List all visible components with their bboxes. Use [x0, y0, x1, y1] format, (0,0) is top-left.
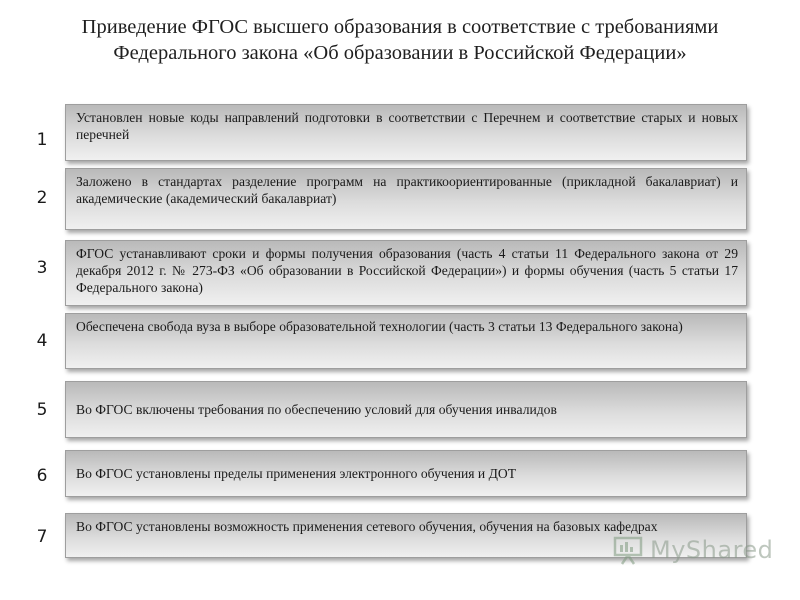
item-number-7: 7	[36, 527, 48, 547]
presentation-board-icon	[612, 535, 646, 565]
item-text-7: Во ФГОС установлены возможность применения сетевого обучения, обучения на базовых кафедрах	[76, 519, 658, 534]
item-box-2	[65, 168, 747, 230]
title-line-2: Федерального закона «Об образовании в Российской Федерации»	[113, 42, 687, 64]
item-text-1: Установлен новые коды направлений подготовки в соответствии с Перечнем и соответствие старых и новых перечней	[76, 110, 738, 142]
slide-title	[40, 14, 760, 66]
item-number-4: 4	[36, 331, 48, 351]
watermark	[612, 535, 773, 565]
item-text-2: Заложено в стандартах разделение программ на практикоориентированные (прикладной бакалавриат) и академические (академический бакалавриат)	[76, 174, 738, 206]
item-box-3	[65, 240, 747, 306]
item-box-6	[65, 450, 747, 497]
title-line-1: Приведение ФГОС высшего образования в соответствие с требованиями	[81, 16, 719, 38]
watermark-text: MyShared	[650, 536, 774, 564]
item-number-3: 3	[36, 258, 48, 278]
item-box-4	[65, 313, 747, 369]
item-number-5: 5	[36, 400, 48, 420]
item-text-4: Обеспечена свобода вуза в выборе образовательной технологии (часть 3 статьи 13 Федерального закона)	[76, 319, 683, 334]
item-number-1: 1	[36, 130, 48, 150]
item-text-6: Во ФГОС установлены пределы применения электронного обучения и ДОТ	[76, 466, 516, 481]
item-text-3: ФГОС устанавливают сроки и формы получения образования (часть 4 статьи 11 Федерального закона от 29 декабря 2012 г. № 273-ФЗ «Об образовании в Российской Федерации») и формы обучения (часть 5 статьи 17 Федерального закона)	[76, 246, 738, 295]
item-number-2: 2	[36, 188, 48, 208]
item-number-6: 6	[36, 466, 48, 486]
item-text-5: Во ФГОС включены требования по обеспечению условий для обучения инвалидов	[76, 402, 557, 417]
item-box-1	[65, 104, 747, 161]
item-box-5	[65, 381, 747, 438]
